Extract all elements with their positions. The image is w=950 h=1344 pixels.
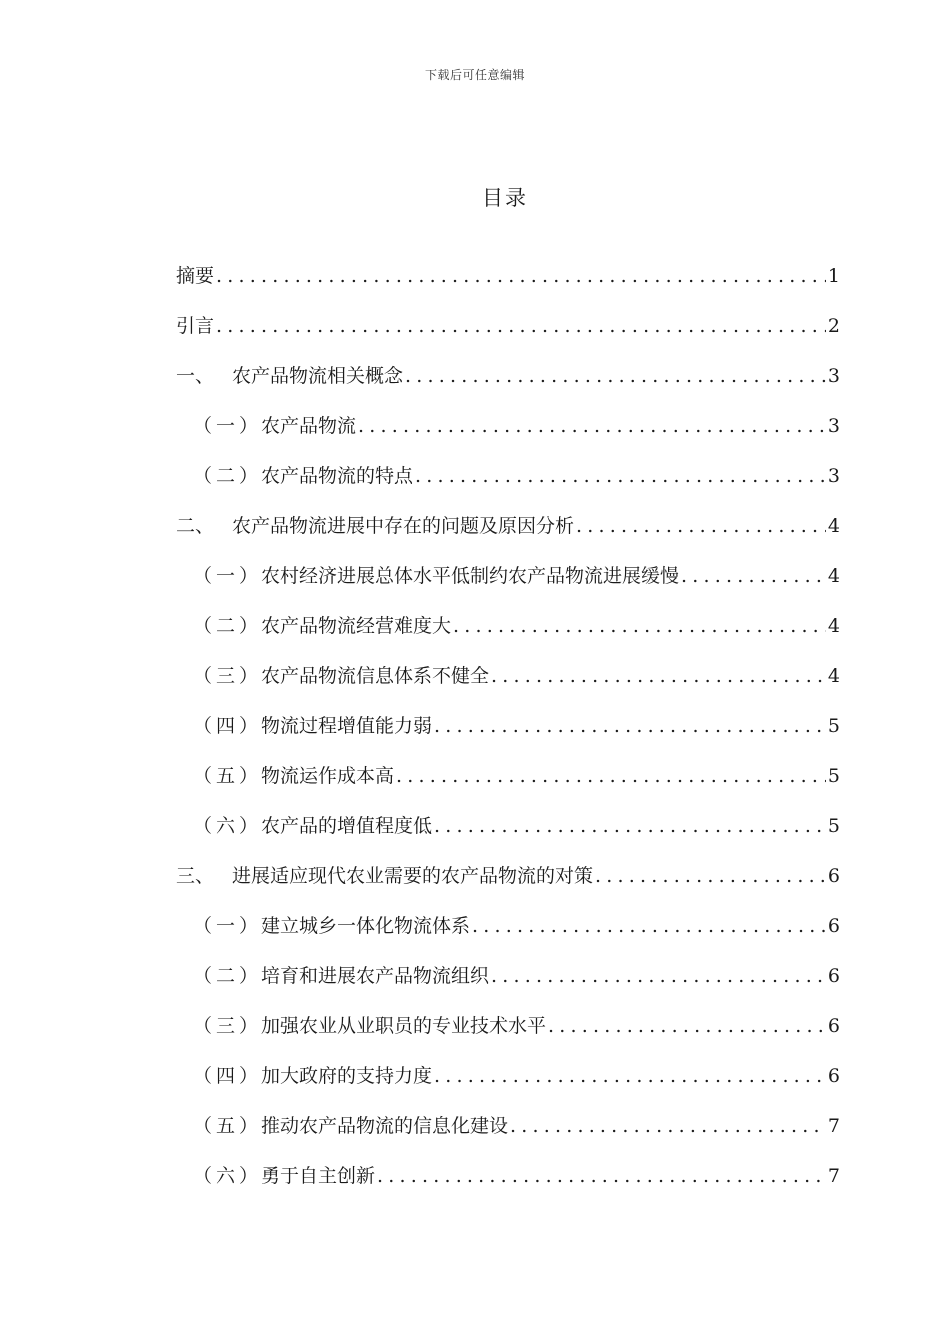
toc-entry-abstract[interactable] xyxy=(176,258,840,308)
toc-entry-number: （二） xyxy=(193,965,263,987)
toc-leader-dots xyxy=(576,508,826,544)
toc-entry-label: （二）培育和进展农产品物流组织 xyxy=(193,958,489,994)
toc-page-number: 7 xyxy=(827,1115,840,1137)
toc-page-number: 3 xyxy=(827,465,840,487)
toc-entry-number: （三） xyxy=(193,665,263,687)
toc-entry-label: （一）农产品物流 xyxy=(193,408,356,444)
toc-entry-label: （五）推动农产品物流的信息化建设 xyxy=(193,1108,508,1144)
toc-entry-section-3-4[interactable] xyxy=(176,1058,840,1108)
header-note: 下载后可任意编辑 xyxy=(424,68,525,82)
toc-entry-label: （六）勇于自主创新 xyxy=(193,1158,375,1194)
toc-entry-chapter-2[interactable] xyxy=(176,508,840,558)
toc-entry-label: （一）农村经济进展总体水平低制约农产品物流进展缓慢 xyxy=(193,558,679,594)
toc-leader-dots xyxy=(216,308,826,344)
toc-entry-section-3-1[interactable] xyxy=(176,908,840,958)
toc-entry-number: （六） xyxy=(193,815,263,837)
toc-entry-section-2-5[interactable] xyxy=(176,758,840,808)
toc-entry-chapter-3[interactable] xyxy=(176,858,840,908)
toc-page-number: 7 xyxy=(827,1165,840,1187)
toc-leader-dots xyxy=(396,758,826,794)
toc-entry-number: （六） xyxy=(193,1165,263,1187)
toc-entry-section-3-5[interactable] xyxy=(176,1108,840,1158)
toc-page-number: 6 xyxy=(827,965,840,987)
toc-entry-label: （三）农产品物流信息体系不健全 xyxy=(193,658,489,694)
toc-entry-label: （二）农产品物流经营难度大 xyxy=(193,608,451,644)
toc-entry-label: （五）物流运作成本高 xyxy=(193,758,394,794)
toc-entry-number: （一） xyxy=(193,415,263,437)
toc-entry-label: 三、 进展适应现代农业需要的农产品物流的对策 xyxy=(176,858,593,894)
toc-entry-section-2-3[interactable] xyxy=(176,658,840,708)
toc-leader-dots xyxy=(491,958,826,994)
toc-title: 目录 xyxy=(482,186,528,210)
toc-entry-section-3-6[interactable] xyxy=(176,1158,840,1208)
toc-entry-number: （五） xyxy=(193,1115,263,1137)
toc-entry-section-3-3[interactable] xyxy=(176,1008,840,1058)
toc-leader-dots xyxy=(216,258,826,294)
toc-entry-label: 一、 农产品物流相关概念 xyxy=(176,358,403,394)
toc-page-number: 4 xyxy=(827,665,840,687)
toc-entry-number: 三、 xyxy=(176,865,215,887)
toc-entry-number: （二） xyxy=(193,465,263,487)
toc-entry-section-2-4[interactable] xyxy=(176,708,840,758)
toc-entry-label: 二、 农产品物流进展中存在的问题及原因分析 xyxy=(176,508,574,544)
toc-entry-number: （四） xyxy=(193,715,263,737)
toc-page-number: 6 xyxy=(827,915,840,937)
toc-entry-section-2-2[interactable] xyxy=(176,608,840,658)
toc-page-number: 2 xyxy=(827,315,840,337)
toc-entry-number: （三） xyxy=(193,1015,263,1037)
toc-entry-number: （四） xyxy=(193,1065,263,1087)
toc-entry-label: （四）加大政府的支持力度 xyxy=(193,1058,432,1094)
toc-page-number: 5 xyxy=(827,715,840,737)
toc-entry-chapter-1[interactable] xyxy=(176,358,840,408)
toc-page-number: 3 xyxy=(827,365,840,387)
toc-entry-number: 一、 xyxy=(176,365,215,387)
toc-entry-label: （三）加强农业从业职员的专业技术水平 xyxy=(193,1008,546,1044)
toc-entry-number: （一） xyxy=(193,565,263,587)
toc-entry-section-2-1[interactable] xyxy=(176,558,840,608)
toc-entry-label: 引言 xyxy=(176,315,215,337)
toc-leader-dots xyxy=(434,708,826,744)
toc-leader-dots xyxy=(453,608,826,644)
toc-page-number: 5 xyxy=(827,815,840,837)
toc-leader-dots xyxy=(595,858,826,894)
table-of-contents xyxy=(176,258,840,1208)
toc-leader-dots xyxy=(472,908,826,944)
toc-leader-dots xyxy=(358,408,826,444)
toc-entry-label: 摘要 xyxy=(176,265,215,287)
toc-leader-dots xyxy=(377,1158,826,1194)
toc-entry-section-1-2[interactable] xyxy=(176,458,840,508)
toc-page-number: 6 xyxy=(827,1015,840,1037)
toc-entry-label: （一）建立城乡一体化物流体系 xyxy=(193,908,470,944)
toc-entry-introduction[interactable] xyxy=(176,308,840,358)
toc-entry-section-2-6[interactable] xyxy=(176,808,840,858)
toc-page-number: 6 xyxy=(827,865,840,887)
toc-leader-dots xyxy=(415,458,826,494)
toc-leader-dots xyxy=(681,558,826,594)
toc-page-number: 4 xyxy=(827,515,840,537)
toc-entry-label: （六）农产品的增值程度低 xyxy=(193,808,432,844)
toc-entry-label: （四）物流过程增值能力弱 xyxy=(193,708,432,744)
toc-leader-dots xyxy=(434,1058,826,1094)
toc-entry-label: （二）农产品物流的特点 xyxy=(193,458,413,494)
toc-leader-dots xyxy=(405,358,826,394)
toc-leader-dots xyxy=(548,1008,826,1044)
toc-entry-number: 二、 xyxy=(176,515,215,537)
toc-page-number: 1 xyxy=(827,265,840,287)
toc-entry-number: （二） xyxy=(193,615,263,637)
toc-page-number: 3 xyxy=(827,415,840,437)
toc-leader-dots xyxy=(491,658,826,694)
toc-entry-number: （五） xyxy=(193,765,263,787)
toc-leader-dots xyxy=(434,808,826,844)
toc-page-number: 4 xyxy=(827,615,840,637)
toc-entry-section-3-2[interactable] xyxy=(176,958,840,1008)
toc-page-number: 5 xyxy=(827,765,840,787)
toc-page-number: 4 xyxy=(827,565,840,587)
toc-page-number: 6 xyxy=(827,1065,840,1087)
toc-entry-section-1-1[interactable] xyxy=(176,408,840,458)
toc-leader-dots xyxy=(510,1108,826,1144)
toc-entry-number: （一） xyxy=(193,915,263,937)
